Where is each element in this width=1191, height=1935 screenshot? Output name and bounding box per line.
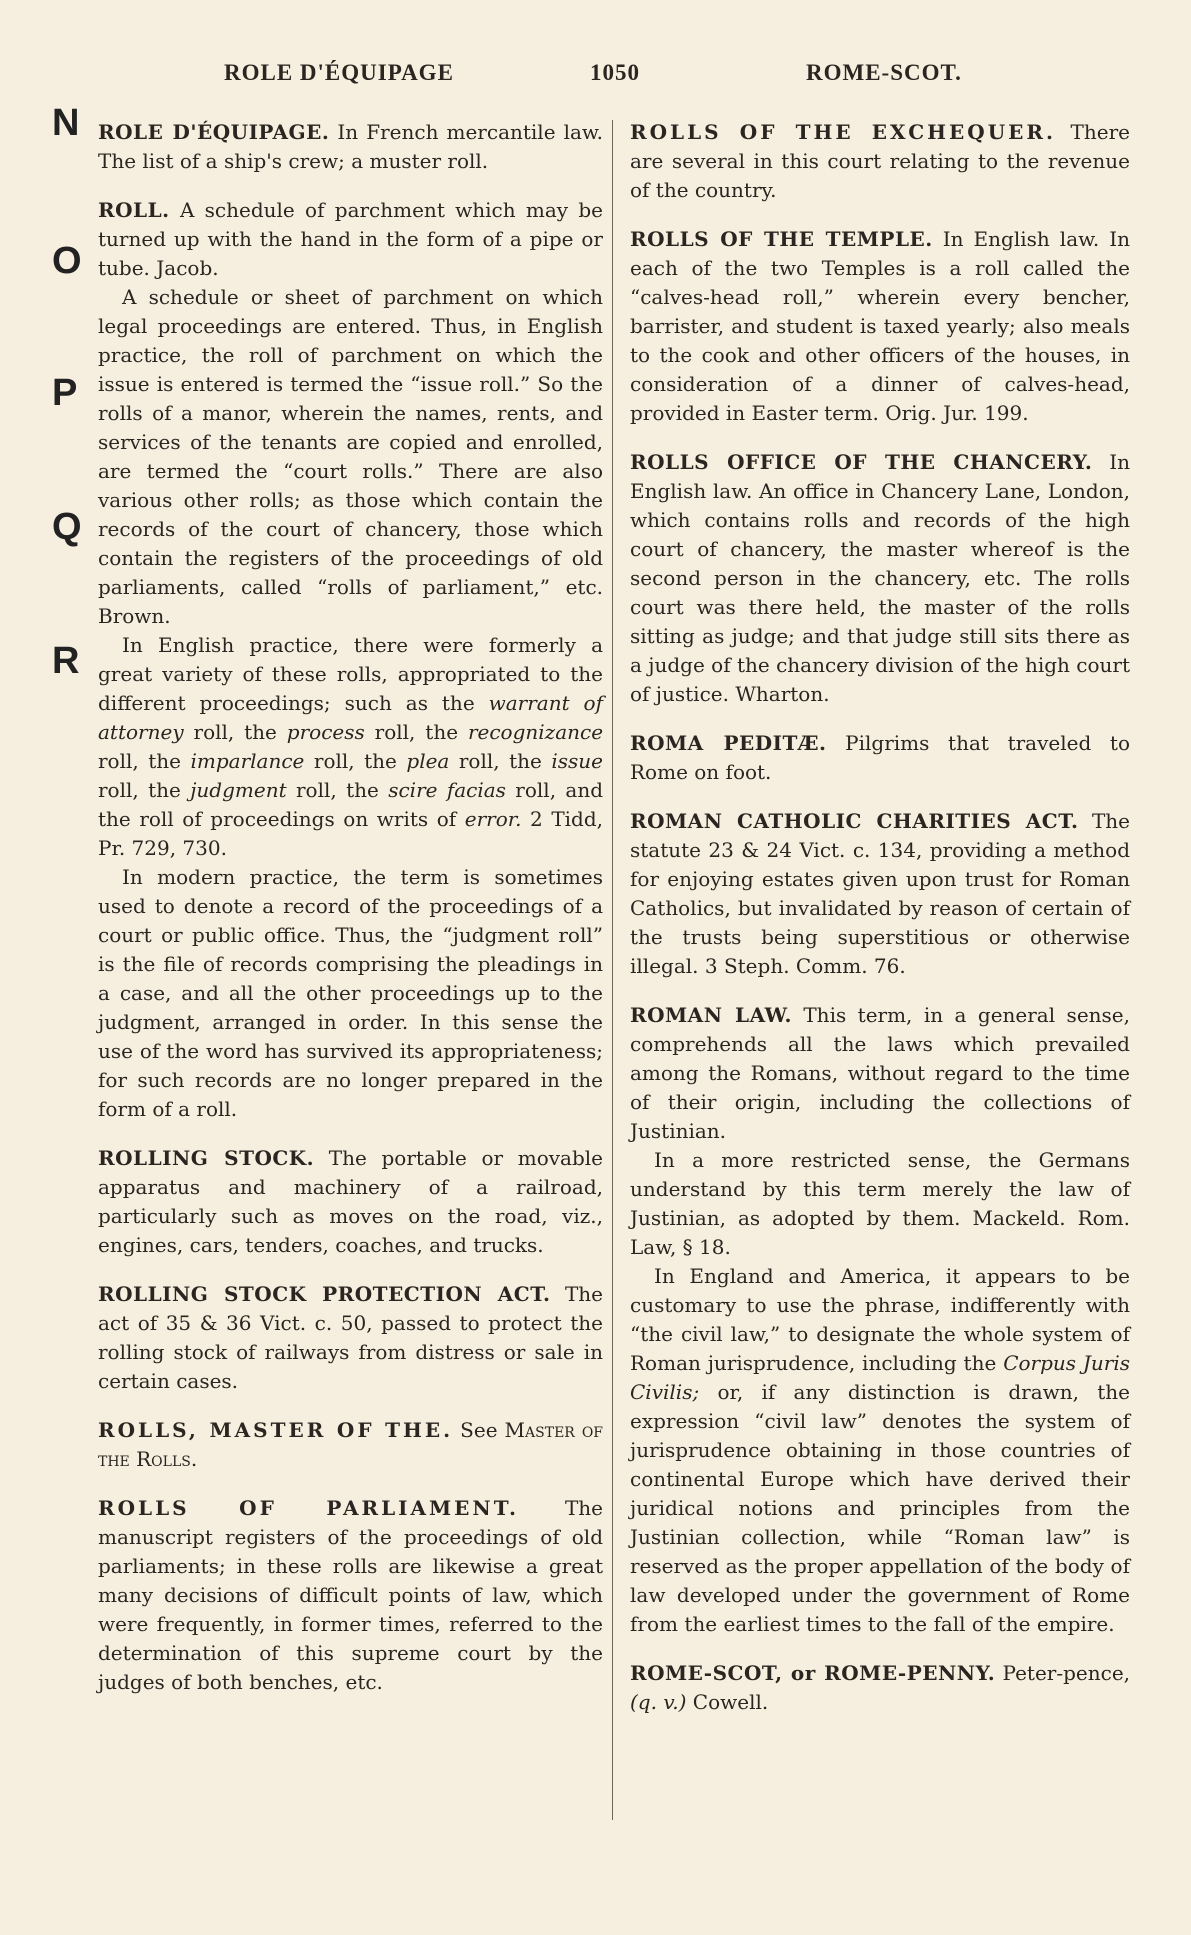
left-column bbox=[98, 118, 603, 1717]
entry-headword: ROMA PEDITÆ. bbox=[630, 731, 827, 755]
entry-rolls-temple bbox=[630, 225, 1130, 428]
entry-text: A schedule of parchment which may be turned up with the hand in the form of a pipe or tube. Jacob. bbox=[98, 198, 604, 280]
entry-roman-law bbox=[630, 1001, 1130, 1639]
entry-paragraph: In English practice, there were formerly a great variety of these rolls, appropriated to the different proceedings; such as the warrant of attorney roll, the process roll, the recognizance roll, the imparlance roll, the plea roll, the issue roll, the judgment roll, the scire facias roll, and the roll of proceedings on writs of error. 2 Tidd, Pr. 729, 730. bbox=[98, 633, 604, 860]
entry-paragraph: In England and America, it appears to be customary to use the phrase, indifferently with “the civil law,” to designate the whole system of Roman jurisprudence, including the Corpus Juris Civilis; or, if any distinction is drawn, the expression “civil law” denotes the system of jurisprudence obtaining in those countries of continental Europe which have derived their juridical notions and principles from the Justinian collection, while “Roman law” is reserved as the proper appellation of the body of law developed under the government of Rome from the earliest times to the fall of the empire. bbox=[630, 1264, 1131, 1636]
right-column bbox=[630, 118, 1130, 1737]
entry-roman-catholic-charities-act bbox=[630, 807, 1130, 981]
entry-headword: ROLLS OFFICE OF THE CHANCERY. bbox=[630, 450, 1093, 474]
entry-roma-peditae bbox=[630, 729, 1130, 787]
page-number: 1050 bbox=[590, 60, 640, 85]
entry-role-dequipage bbox=[98, 118, 603, 176]
entry-text: In French mercantile law. The list of a ship's crew; a muster roll. bbox=[98, 120, 604, 173]
entry-paragraph: In a more restricted sense, the Germans understand by this term merely the law of Justinian, as adopted by them. Mackeld. Rom. Law, § 18. bbox=[630, 1148, 1130, 1259]
entry-headword: ROMAN LAW. bbox=[630, 1003, 792, 1027]
entry-rome-scot: ROME-SCOT, or ROME-PENNY. Peter-pence, (q. v.) Cowell. bbox=[630, 1661, 1131, 1714]
entry-text: The statute 23 & 24 Vict. c. 134, providing a method for enjoying estates given upon trust for Roman Catholics, but invalidated by reason of certain of the trusts being superstitious or otherwise illegal. 3 Steph. Comm. 76. bbox=[630, 809, 1131, 978]
thumb-index-letter: N bbox=[52, 102, 80, 144]
entry-text: In English law. In each of the two Temples is a roll called the “calves-head roll,” wherein every bencher, barrister, and student is taxed yearly; also meals to the cook and other officers of the houses, in consideration of a dinner of calves-head, provided in Easter term. Orig. Jur. 199. bbox=[630, 227, 1131, 425]
entry-paragraph: In modern practice, the term is sometimes used to denote a record of the proceedings of a court or public office. Thus, the “judgment roll” is the file of records comprising the pleadings in a case, and all the other proceedings up to the judgment, arranged in order. In this sense the use of the word has survived its appropriateness; for such records are no longer prepared in the form of a roll. bbox=[98, 865, 603, 1121]
entry-rolls-of-parliament bbox=[98, 1494, 603, 1697]
entry-rolling-stock-protection-act bbox=[98, 1280, 603, 1396]
entry-headword: ROLLS OF THE EXCHEQUER. bbox=[630, 120, 1056, 144]
entry-headword: ROLLS, MASTER OF THE. bbox=[98, 1418, 454, 1442]
entry-headword: ROLLING STOCK. bbox=[98, 1146, 315, 1170]
entry-text: The act of 35 & 36 Vict. c. 50, passed to protect the rolling stock of railways from distress or sale in certain cases. bbox=[98, 1282, 604, 1393]
entry-headword: ROMAN CATHOLIC CHARITIES ACT. bbox=[630, 809, 1079, 833]
entry-text: This term, in a general sense, comprehends all the laws which prevailed among the Romans, without regard to the time of their origin, including the collections of Justinian. bbox=[630, 1003, 1130, 1143]
running-header bbox=[0, 60, 1191, 100]
entry-headword: ROLE D'ÉQUIPAGE. bbox=[98, 120, 330, 144]
cross-reference: Master of the Rolls. bbox=[98, 1418, 604, 1471]
entry-headword: ROLLS OF THE TEMPLE. bbox=[630, 227, 933, 251]
entry-text: The manuscript registers of the proceedings of old parliaments; in these rolls are likewise a great many decisions of difficult points of law, which were frequently, in former times, referred to the determination of this supreme court by the judges of both benches, etc. bbox=[98, 1496, 603, 1694]
header-last-entry: ROME-SCOT. bbox=[806, 60, 962, 85]
entry-headword: ROLLING STOCK PROTECTION ACT. bbox=[98, 1282, 551, 1306]
entry-text: Pilgrims that traveled to Rome on foot. bbox=[630, 731, 1130, 784]
column-divider bbox=[612, 120, 613, 1820]
entry-text: See bbox=[460, 1418, 498, 1442]
entry-text: In English law. An office in Chancery Lane, London, which contains rolls and records of the high court of chancery, the master whereof is the second person in the chancery, etc. The rolls court was there held, the master of the rolls sitting as judge; and that judge still sits there as a judge of the chancery division of the high court of justice. Wharton. bbox=[630, 450, 1131, 706]
entry-headword: ROLL. bbox=[98, 198, 170, 222]
entry-rolling-stock bbox=[98, 1144, 603, 1260]
entry-text: There are several in this court relating to the revenue of the country. bbox=[630, 120, 1130, 202]
thumb-index-letter: O bbox=[52, 240, 82, 282]
thumb-index-letter: R bbox=[52, 640, 80, 682]
entry-paragraph: A schedule or sheet of parchment on which legal proceedings are entered. Thus, in English practice, the roll of parchment on which the issue is entered is termed the “issue roll.” So the rolls of a manor, wherein the names, rents, and services of the tenants are copied and enrolled, are termed the “court rolls.” There are also various other rolls; as those which contain the records of the court of chancery, those which contain the registers of the proceedings of old parliaments, called “rolls of parliament,” etc. Brown. bbox=[98, 285, 603, 628]
header-first-entry: ROLE D'ÉQUIPAGE bbox=[224, 60, 454, 85]
entry-rolls-office bbox=[630, 448, 1130, 709]
entry-roll bbox=[98, 196, 603, 1124]
entry-text: The portable or movable apparatus and machinery of a railroad, particularly such as moves on the road, viz., engines, cars, tenders, coaches, and trucks. bbox=[98, 1146, 604, 1257]
entry-headword: ROLLS OF PARLIAMENT. bbox=[98, 1496, 519, 1520]
entry-headword: ROME-SCOT, or ROME-PENNY. bbox=[630, 1661, 996, 1685]
thumb-index-letter: Q bbox=[52, 506, 82, 548]
thumb-index-letter: P bbox=[52, 372, 78, 414]
entry-rolls-master bbox=[98, 1416, 603, 1474]
entry-rolls-exchequer bbox=[630, 118, 1130, 205]
